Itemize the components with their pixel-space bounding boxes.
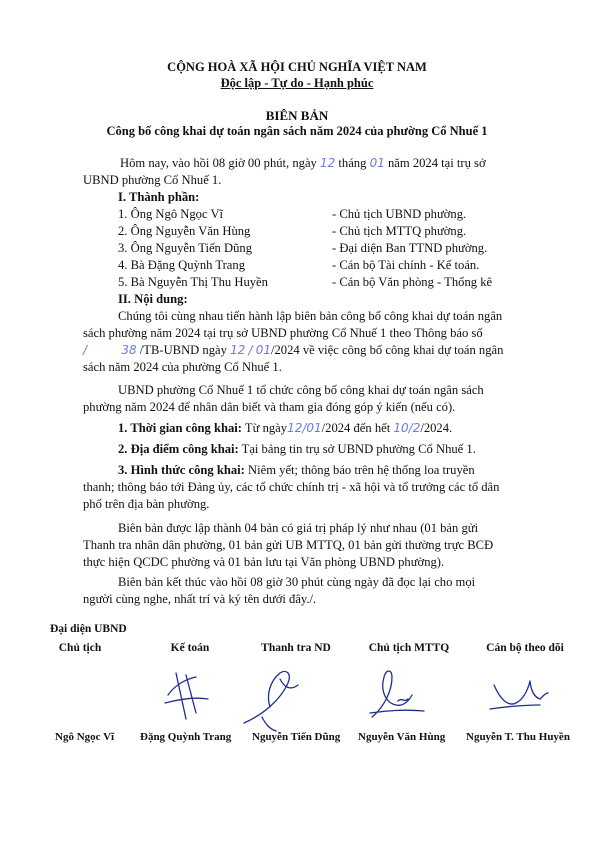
member-1-role: - Chủ tịch UBND phường. xyxy=(332,207,467,221)
item-1-time xyxy=(118,420,452,437)
intro-text-c: năm 2024 tại trụ sở xyxy=(388,156,486,170)
content-p1-line-2: sách phường năm 2024 tại trụ sở UBND phường Cổ Nhuế 1 theo Thông báo số xyxy=(83,326,483,340)
representative-label: Đại diện UBND xyxy=(50,623,127,635)
handwritten-notice-month: 01 xyxy=(255,343,271,357)
handwritten-day: 12 xyxy=(319,156,336,170)
member-3-name: 3. Ông Nguyễn Tiến Dũng xyxy=(118,241,252,255)
signature-1 xyxy=(165,673,208,719)
item-2-label: 2. Địa điểm công khai: xyxy=(118,442,239,456)
handwritten-notice-day: 12 xyxy=(230,343,246,357)
signer-1-name: Ngô Ngọc Vĩ xyxy=(55,731,115,743)
member-3-role: - Đại diện Ban TTND phường. xyxy=(332,241,488,255)
intro-text-b: tháng xyxy=(338,156,367,170)
section-2-heading: II. Nội dung: xyxy=(118,292,188,306)
member-5-role: - Cán bộ Văn phòng - Thống kê xyxy=(332,275,493,289)
handwritten-notice-number: 38 xyxy=(121,343,137,357)
signer-2-name: Đặng Quỳnh Trang xyxy=(140,731,232,743)
content-p2-line-2: phường năm 2024 để nhân dân biết và tham gia đóng góp ý kiến (nếu có). xyxy=(83,400,456,414)
item-3-label: 3. Hình thức công khai: xyxy=(118,463,245,477)
handwritten-slash: / xyxy=(83,343,88,357)
signer-5-title: Cán bộ theo dõi xyxy=(486,642,564,654)
intro-line-1 xyxy=(120,155,486,172)
member-1-name: 1. Ông Ngô Ngọc Vĩ xyxy=(118,207,224,221)
item-2-place xyxy=(118,441,476,458)
member-2-name: 2. Ông Nguyễn Văn Hùng xyxy=(118,224,251,238)
content-p3-line-1: Biên bản được lập thành 04 bản có giá trị pháp lý như nhau (01 bản gửi xyxy=(118,521,479,535)
signer-4-title: Chủ tịch MTTQ xyxy=(368,642,450,654)
item-1-label: 1. Thời gian công khai: xyxy=(118,421,242,435)
signature-4 xyxy=(490,681,548,709)
item-1-text-c: /2024. xyxy=(420,421,453,435)
content-p2-line-1: UBND phường Cổ Nhuế 1 tổ chức công bố công khai dự toán ngân sách xyxy=(118,383,484,397)
member-2-role: - Chủ tịch MTTQ phường. xyxy=(332,224,467,238)
signer-2-title: Kế toán xyxy=(170,642,210,654)
section-1-heading: I. Thành phần: xyxy=(118,190,200,204)
item-1-text-b: /2024 đến hết xyxy=(321,421,391,435)
handwritten-to-date: 10/2 xyxy=(393,421,421,435)
signer-3-name: Nguyễn Tiến Dũng xyxy=(252,731,341,743)
notice-ref-text-b: /2024 về việc công bố công khai dự toán ngân xyxy=(270,343,504,357)
content-p3-line-2: Thanh tra nhân dân phường, 01 bản gửi UB MTTQ, 01 bản gửi thường trực BCĐ xyxy=(83,538,494,552)
content-p1-line-1: Chúng tôi cùng nhau tiến hành lập biên bản công bố công khai dự toán ngân xyxy=(118,309,503,323)
handwritten-month: 01 xyxy=(369,156,385,170)
signatures-image xyxy=(0,655,594,735)
member-5-name: 5. Bà Nguyễn Thị Thu Huyền xyxy=(118,275,268,289)
signer-3-title: Thanh tra ND xyxy=(261,642,331,654)
content-p4-line-1: Biên bản kết thúc vào hồi 08 giờ 30 phút cùng ngày đã đọc lại cho mọi xyxy=(118,575,476,589)
intro-text-a: Hôm nay, vào hồi 08 giờ 00 phút, ngày xyxy=(120,156,317,170)
handwritten-from-date: 12/01 xyxy=(287,421,322,435)
signer-4-name: Nguyễn Văn Hùng xyxy=(358,731,446,743)
content-p1-line-4: sách năm 2024 của phường Cổ Nhuế 1. xyxy=(83,360,282,374)
document-subtitle: Công bố công khai dự toán ngân sách năm 2024 của phường Cổ Nhuế 1 xyxy=(106,124,488,138)
intro-line-2: UBND phường Cổ Nhuế 1. xyxy=(83,173,222,187)
signer-5-name: Nguyễn T. Thu Huyền xyxy=(466,731,570,743)
item-3-text: Niêm yết; thông báo trên hệ thống loa truyền xyxy=(248,463,475,477)
document-title: BIÊN BẢN xyxy=(265,108,329,123)
item-2-text: Tại bảng tin trụ sở UBND phường Cổ Nhuế 1. xyxy=(241,442,476,456)
item-3-form-line-3: phố trên địa bàn phường. xyxy=(83,497,210,511)
item-3-form-line-1 xyxy=(118,462,475,479)
motto: Độc lập - Tự do - Hạnh phúc xyxy=(220,76,374,90)
item-3-form-line-2: thanh; thông báo tới Đảng ủy, các tổ chức chính trị - xã hội và tổ trưởng các tổ dân xyxy=(83,480,500,494)
item-1-text-a: Từ ngày xyxy=(244,421,288,435)
notice-ref-text: /TB-UBND ngày xyxy=(139,343,227,357)
content-p1-line-3 xyxy=(83,342,503,359)
member-4-name: 4. Bà Đặng Quỳnh Trang xyxy=(118,258,245,272)
signature-3 xyxy=(370,671,424,717)
member-4-role: - Cán bộ Tài chính - Kế toán. xyxy=(332,258,480,272)
handwritten-notice-slash: / xyxy=(248,343,253,357)
signature-2 xyxy=(244,671,298,731)
content-p3-line-3: thực hiện QCDC phường và 01 bản lưu tại Văn phòng UBND phường). xyxy=(83,555,445,569)
signer-1-title: Chủ tịch xyxy=(58,642,102,654)
nation-title: CỘNG HOÀ XÃ HỘI CHỦ NGHĨA VIỆT NAM xyxy=(167,60,427,74)
content-p4-line-2: người cùng nghe, nhất trí và ký tên dưới đây./. xyxy=(83,592,317,606)
